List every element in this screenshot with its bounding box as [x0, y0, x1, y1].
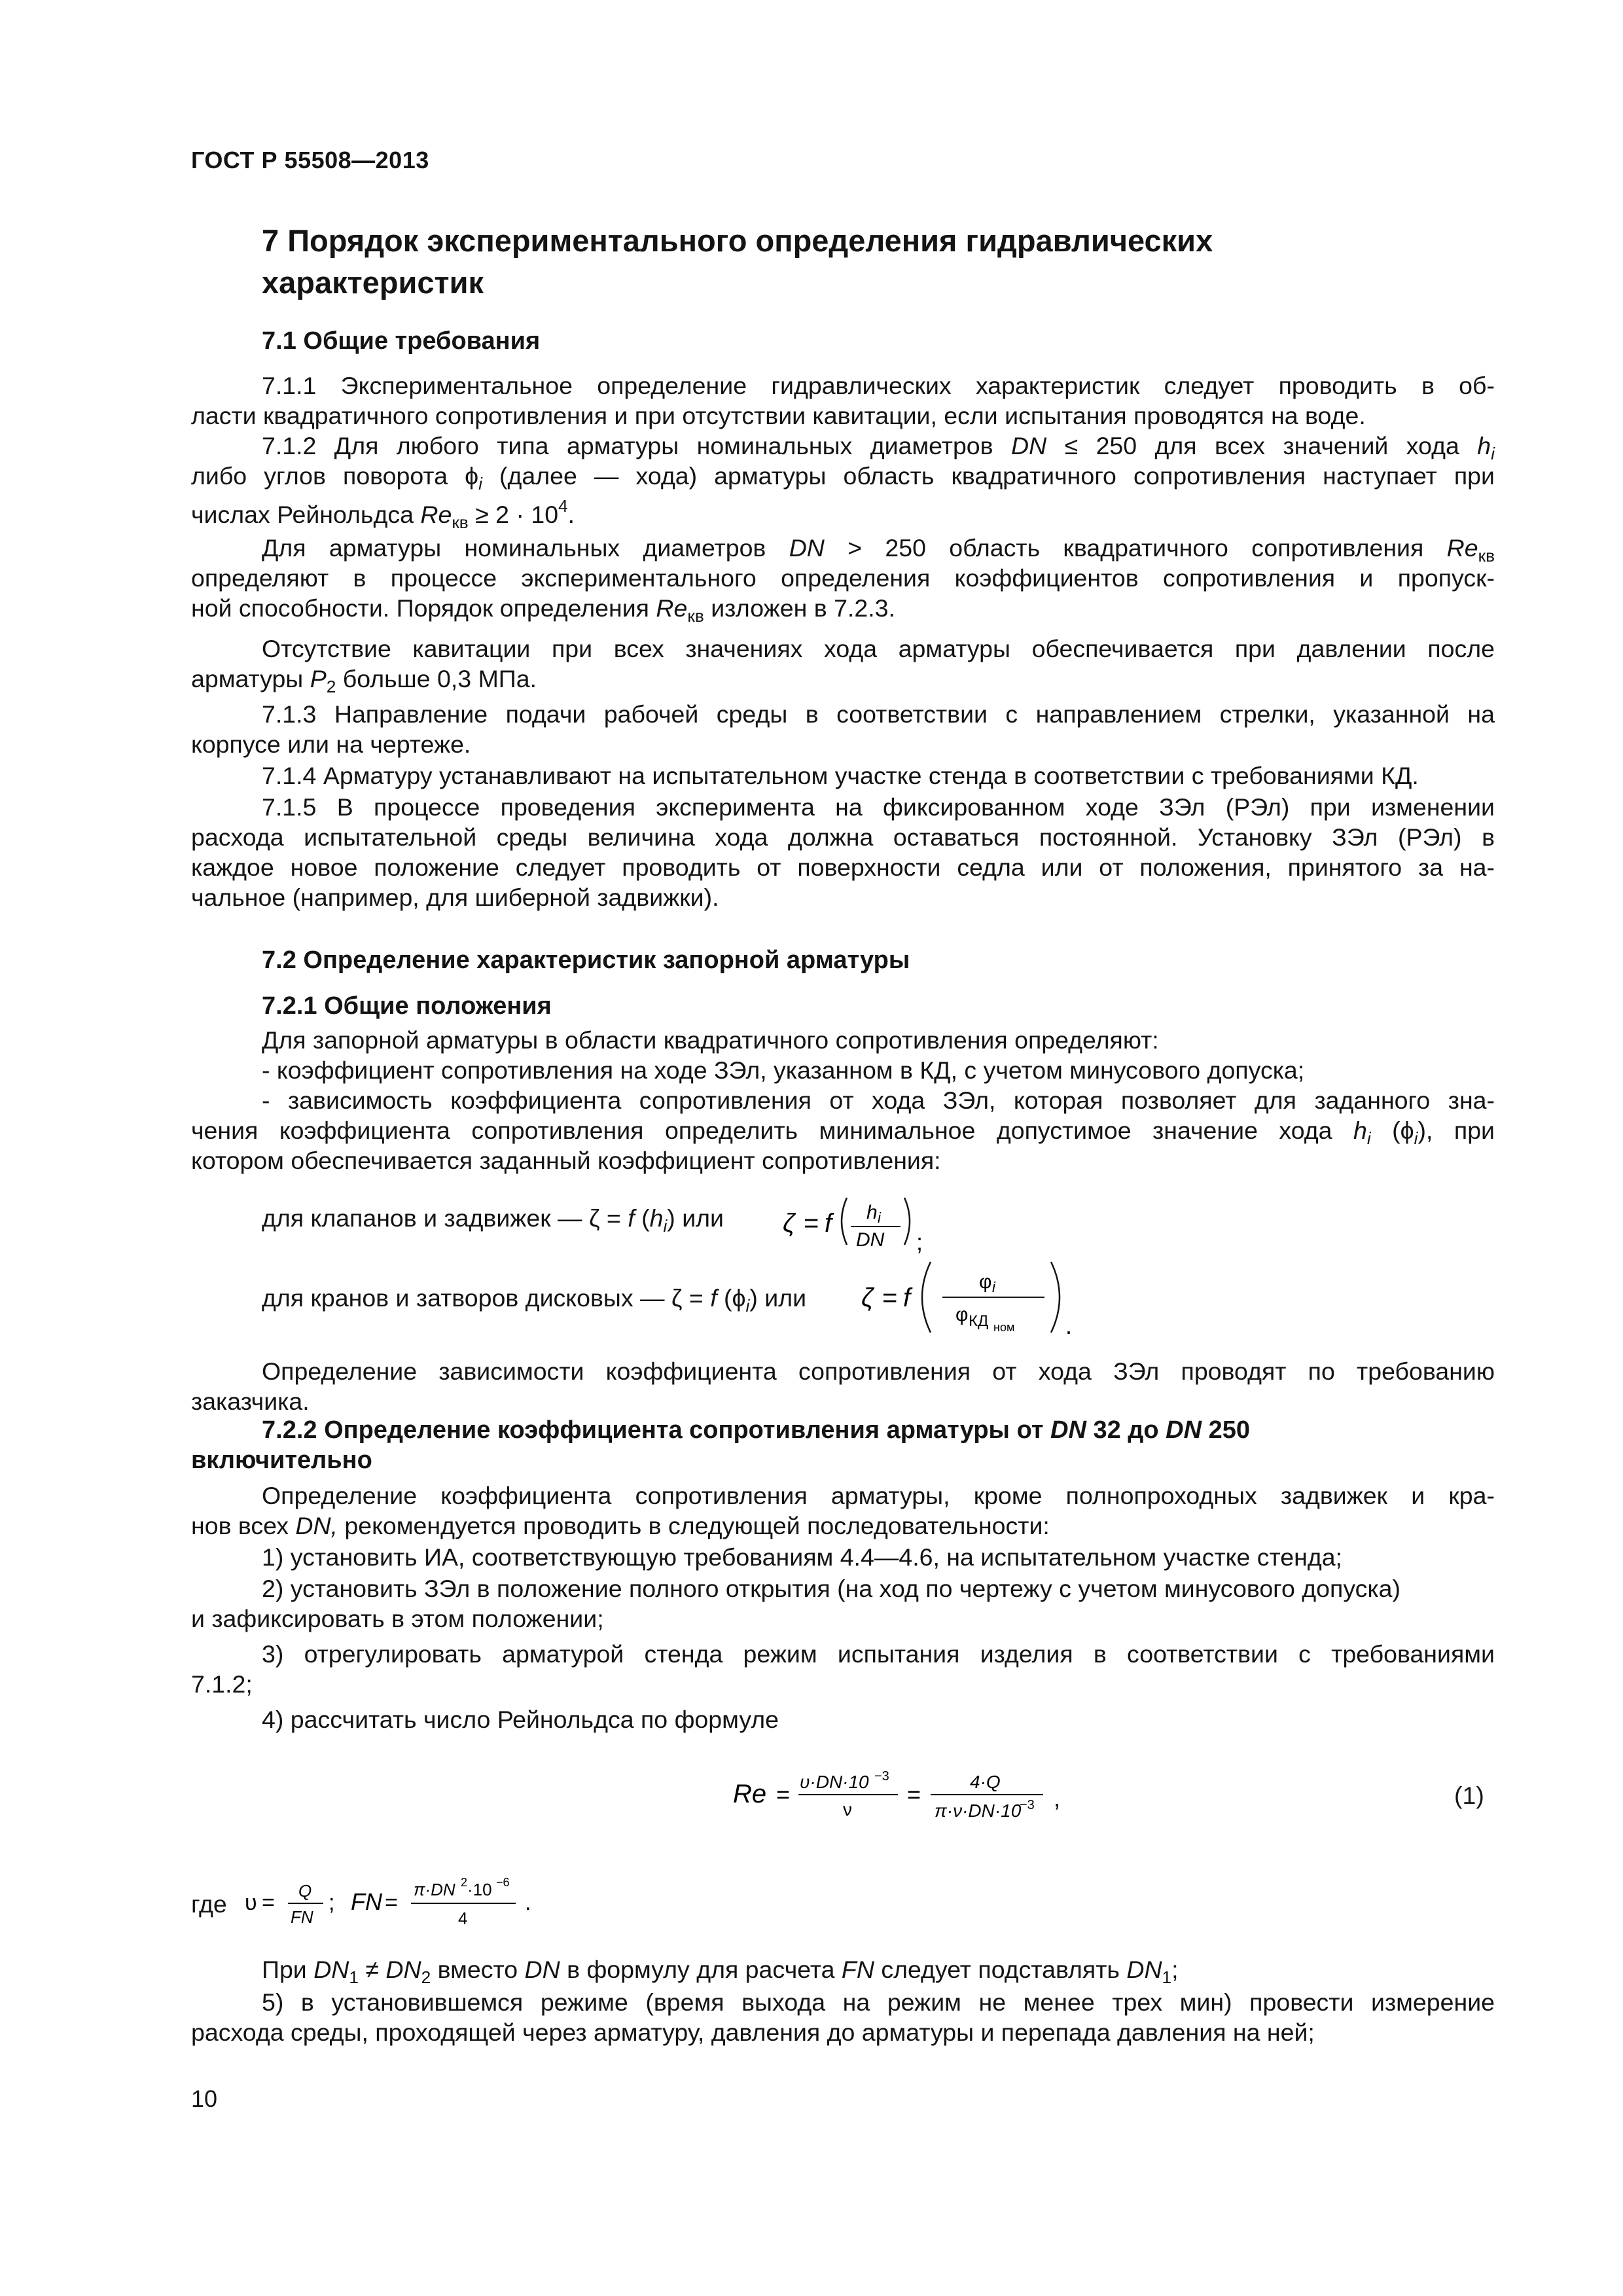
where-label: где [191, 1890, 227, 1918]
equals-sign: = [262, 1890, 275, 1915]
paragraph-7-1-2-line: либо углов поворота $\phi_i$ (далее — хода) арматуры область квадратичного сопротивления наступает при [191, 462, 1495, 493]
denominator-2: π·ν·DN·10 [935, 1801, 1022, 1821]
standard-designation: ГОСТ Р 55508—2013 [191, 147, 429, 173]
paragraph-7-1-5-line: чальное (например, для шиберной задвижки). [191, 884, 719, 911]
valve-formula-text: для клапанов и задвижек — ζ = f $(h_i)$ или [262, 1204, 724, 1236]
reynolds-equation [726, 1754, 1093, 1839]
disc-fraction-formula [857, 1250, 1073, 1342]
disc-formula-text: для кранов и затворов дисковых — ζ = f $(\phi_i)$ или [262, 1284, 807, 1316]
paragraph-7-1-1-line: 7.1.1 Экспериментальное определение гидравлических характеристик следует проводить в об- [262, 372, 1495, 399]
numerator-1-exp: −3 [874, 1769, 889, 1784]
step-5-line: 5) в установившемся режиме (время выхода на режим не менее трех мин) провести измерение [262, 1988, 1495, 2016]
equals-sign: = [882, 1283, 898, 1312]
function-f: f [903, 1283, 911, 1312]
fraction-denominator: DN [856, 1229, 885, 1251]
denominator-2-exp: −3 [1020, 1798, 1035, 1812]
equals-sign-2: = [907, 1781, 921, 1808]
numerator-2: 4·Q [970, 1772, 1001, 1792]
dependence-note-line: Определение зависимости коэффициента сопротивления от хода ЗЭл проводят по требованию [262, 1357, 1495, 1385]
velocity-numerator: Q [298, 1881, 312, 1901]
velocity-and-area-formulas [242, 1867, 582, 1939]
paragraph-7-1-5-line: 7.1.5 В процессе проведения эксперимента на фиксированном ходе ЗЭл (РЭл) при изменении [262, 793, 1495, 821]
step-1: 1) установить ИА, соответствующую требованиям 4.4—4.6, на испытательном участке стенда; [262, 1543, 1342, 1571]
section-7-2-1-title: 7.2.1 Общие положения [262, 992, 552, 1020]
equation-number: (1) [1454, 1782, 1484, 1809]
dn-substitution-note: При $DN_1 \ne DN_2$ вместо DN в формулу для расчета FN следует подставлять $DN_1$; [262, 1956, 1179, 1987]
step-3-line: 3) отрегулировать арматурой стенда режим испытания изделия в соответствии с требованиями [262, 1640, 1495, 1668]
valve-fraction-formula [779, 1185, 929, 1257]
step-2-line: и зафиксировать в этом положении; [191, 1605, 604, 1632]
fraction-denominator-sub: КД [969, 1312, 989, 1330]
paragraph-7-1-4: 7.1.4 Арматуру устанавливают на испытательном участке стенда в соответствии с требованиями КД. [262, 762, 1419, 789]
velocity-symbol: υ [245, 1890, 257, 1915]
zeta-symbol: ζ [783, 1209, 795, 1238]
fraction-numerator: h [866, 1202, 878, 1223]
fraction-denominator-subsub: ном [993, 1321, 1015, 1334]
paragraph-7-1-3-line: 7.1.3 Направление подачи рабочей среды в соответствии с направлением стрелки, указанной на [262, 700, 1495, 728]
paragraph-dn250-line: определяют в процессе экспериментального определения коэффициентов сопротивления и пропуск- [191, 564, 1495, 592]
denominator-1: ν [843, 1799, 852, 1820]
fraction-numerator: φ [979, 1271, 992, 1293]
reynolds-symbol: Re [733, 1780, 767, 1808]
equals-sign: = [776, 1781, 791, 1808]
paragraph-cavitation-line: Отсутствие кавитации при всех значениях хода арматуры обеспечивается при давлении после [262, 635, 1495, 662]
area-numerator-exp-2: −6 [496, 1876, 510, 1889]
area-numerator-tail: ·10 [467, 1880, 492, 1899]
fraction-numerator-sub: i [878, 1210, 881, 1226]
paragraph-7-1-3-line: корпусе или на чертеже. [191, 730, 471, 758]
step-4: 4) рассчитать число Рейнольдса по формуле [262, 1706, 779, 1733]
paragraph-7-1-5-line: расхода испытательной среды величина хода должна оставаться постоянной. Установку ЗЭл (РЭл) в [191, 823, 1495, 851]
step-5-line: расхода среды, проходящей через арматуру, давления до арматуры и перепада давления на ней; [191, 2018, 1315, 2046]
section-7-2-1-line: Для запорной арматуры в области квадратичного сопротивления определяют: [262, 1026, 1159, 1054]
period: . [1065, 1312, 1073, 1339]
dependence-note-line: заказчика. [191, 1388, 310, 1415]
section-7-2-2-line: Определение коэффициента сопротивления арматуры, кроме полнопроходных задвижек и кра- [262, 1482, 1495, 1509]
period: . [525, 1890, 531, 1915]
section-7-2-1-line: - зависимость коэффициента сопротивления от хода ЗЭл, которая позволяет для заданного зна- [262, 1086, 1495, 1114]
step-2-line: 2) установить ЗЭл в положение полного открытия (на ход по чертежу с учетом минусового допуска) [262, 1575, 1400, 1602]
paragraph-dn250-line: ной способности. Порядок определения $Re_{кв}$ изложен в 7.2.3. [191, 594, 895, 626]
fraction-denominator: φ [955, 1304, 969, 1325]
area-numerator-exp: 2 [461, 1876, 468, 1889]
area-numerator: π·DN [414, 1880, 455, 1899]
section-7-2-1-line: котором обеспечивается заданный коэффициент сопротивления: [191, 1147, 941, 1174]
paragraph-7-1-2-line: 7.1.2 Для любого типа арматуры номинальных диаметров DN ≤ 250 для всех значений хода $h_i$ [262, 432, 1495, 463]
paragraph-cavitation-line: арматуры $P_2$ больше 0,3 МПа. [191, 665, 537, 696]
zeta-symbol: ζ [861, 1283, 874, 1312]
area-symbol: FN [351, 1888, 382, 1915]
semicolon: ; [329, 1890, 335, 1915]
section-7-title-line-2: характеристик [262, 265, 484, 300]
section-7-2-1-line: - коэффициент сопротивления на ходе ЗЭл, указанном в КД, с учетом минусового допуска; [262, 1056, 1305, 1084]
area-denominator: 4 [458, 1909, 468, 1928]
comma: , [1054, 1785, 1061, 1812]
paragraph-7-1-2-line: числах Рейнольдса $Re_{кв} \ge 2 \cdot 10^4$. [191, 496, 575, 532]
section-7-title-line-1: 7 Порядок экспериментального определения гидравлических [262, 223, 1213, 258]
page-number: 10 [191, 2085, 218, 2112]
section-7-2-2-title-line-2: включительно [191, 1446, 372, 1474]
velocity-denominator: FN [291, 1907, 313, 1927]
equals-sign: = [804, 1209, 819, 1238]
section-7-1-title: 7.1 Общие требования [262, 327, 541, 355]
paragraph-7-1-1-line: ласти квадратичного сопротивления и при отсутствии кавитации, если испытания проводятся на воде. [191, 402, 1366, 429]
section-7-2-2-line: нов всех DN, рекомендуется проводить в следующей последовательности: [191, 1512, 1050, 1539]
semicolon: ; [916, 1229, 923, 1255]
function-f: f [825, 1209, 832, 1238]
section-7-2-2-title: 7.2.2 Определение коэффициента сопротивления арматуры от DN 32 до DN 250 [262, 1416, 1251, 1444]
section-7-2-title: 7.2 Определение характеристик запорной арматуры [262, 946, 910, 974]
paragraph-dn250-line: Для арматуры номинальных диаметров DN > 250 область квадратичного сопротивления $Re_{кв}$ [262, 534, 1495, 565]
section-7-2-1-line: чения коэффициента сопротивления определить минимальное допустимое значение хода $h_i$ $(\phi_i)$, при [191, 1117, 1495, 1148]
paragraph-7-1-5-line: каждое новое положение следует проводить от поверхности седла или от положения, принятого за на- [191, 853, 1495, 881]
numerator-1: υ·DN·10 [800, 1772, 869, 1792]
step-3-line: 7.1.2; [191, 1670, 253, 1698]
equals-sign-2: = [385, 1890, 398, 1915]
fraction-numerator-sub: i [992, 1279, 995, 1295]
